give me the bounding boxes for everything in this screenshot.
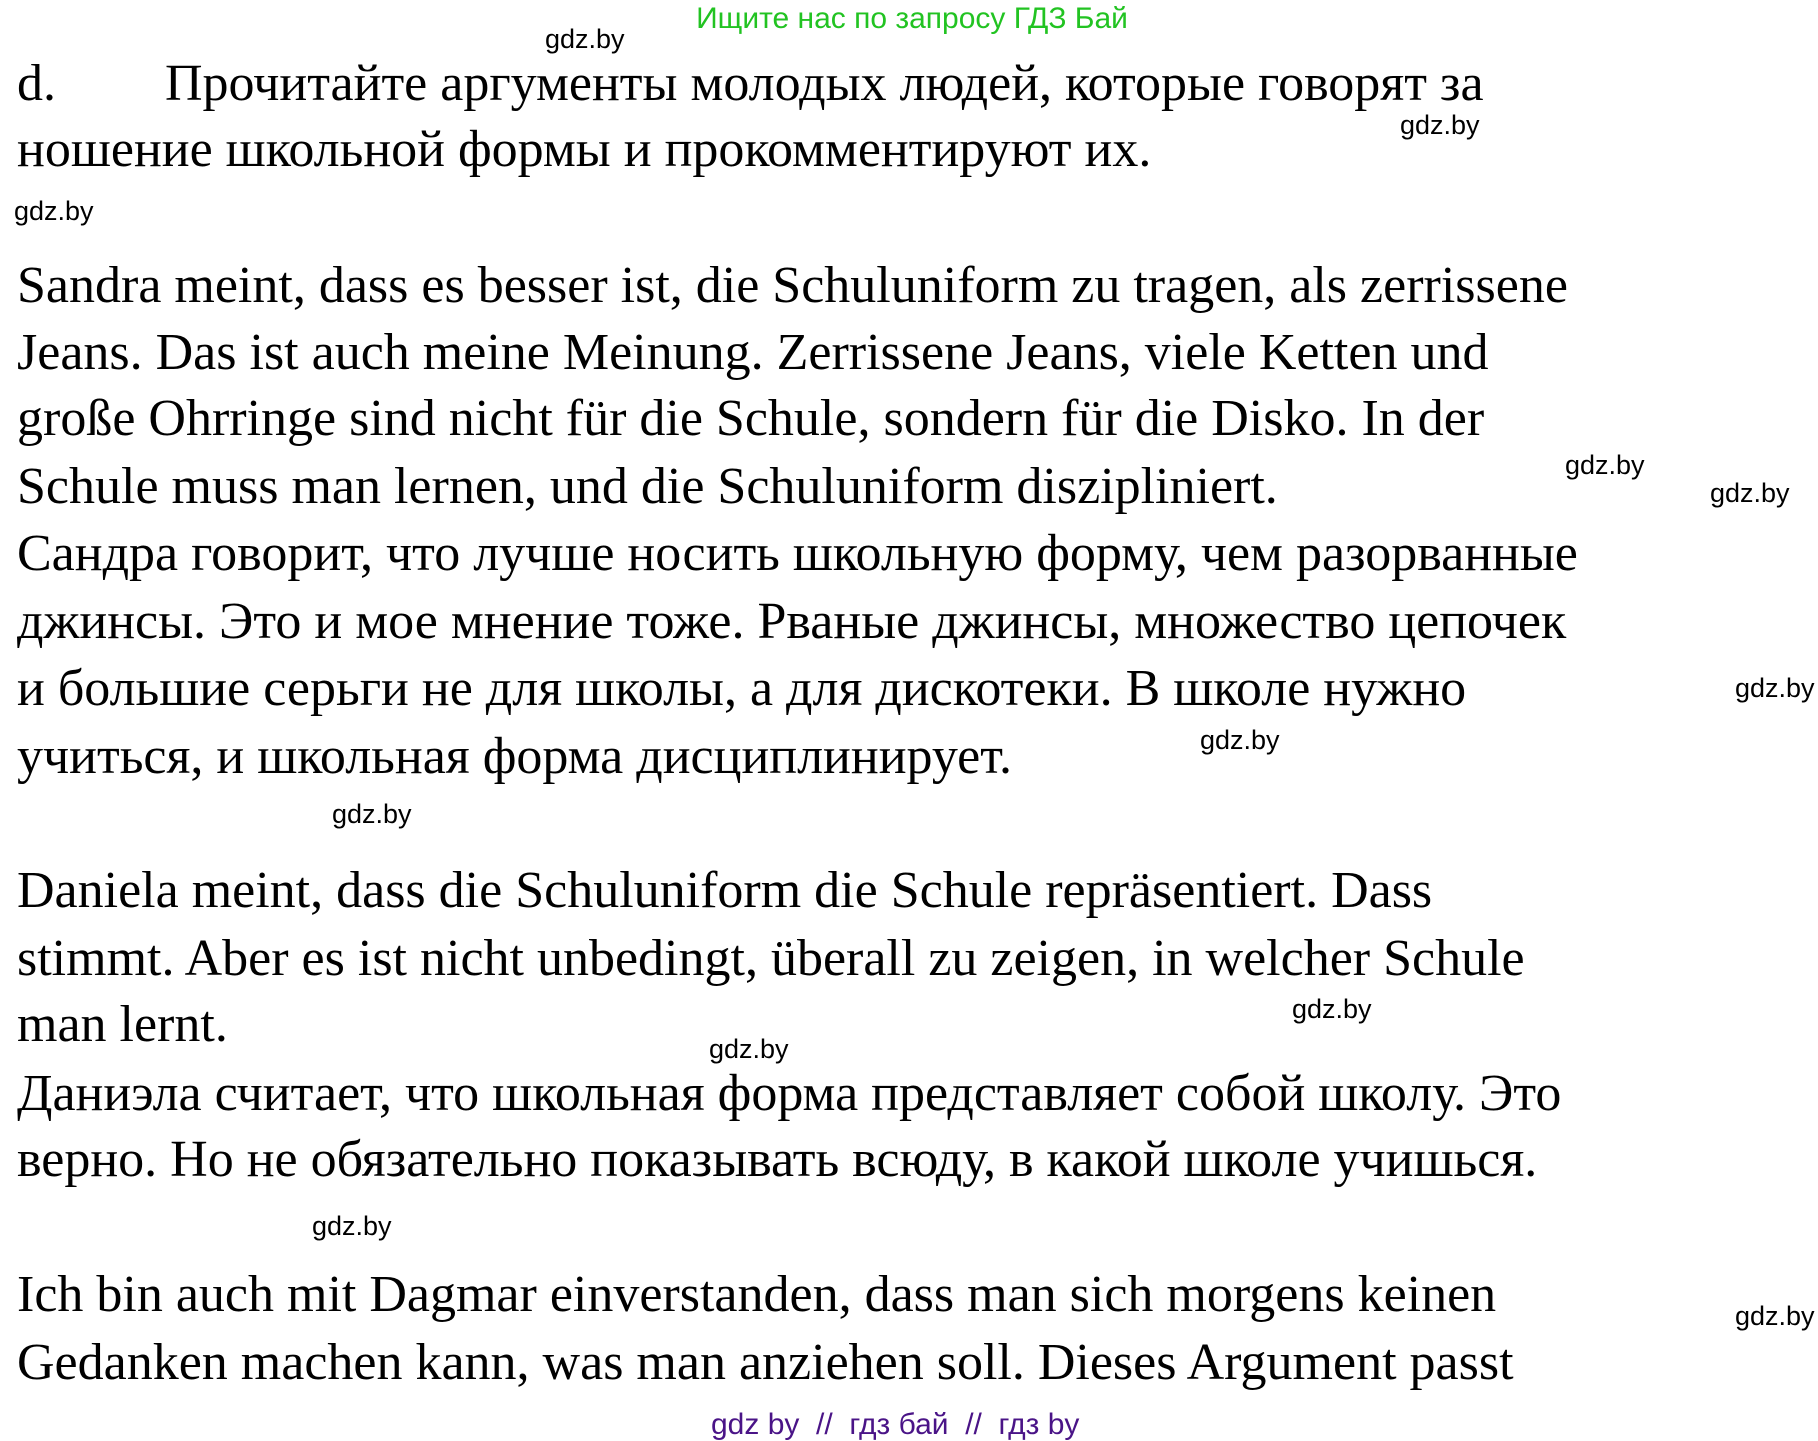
- text-line: учиться, и школьная форма дисциплинирует.: [17, 728, 1013, 785]
- watermark: gdz.by: [332, 799, 412, 829]
- text-line: Ich bin auch mit Dagmar einverstanden, dass man sich morgens keinen: [17, 1266, 1497, 1323]
- text-line: верно. Но не обязательно показывать всюду, в какой школе учишься.: [17, 1131, 1538, 1188]
- footer-watermark: gdz by // гдз бай // гдз by: [711, 1408, 1080, 1441]
- watermark: gdz.by: [1292, 994, 1372, 1024]
- text-line: Gedanken machen kann, was man anziehen soll. Dieses Argument passt: [17, 1334, 1514, 1391]
- task-line: Прочитайте аргументы молодых людей, которые говорят за: [165, 55, 1484, 112]
- watermark: gdz.by: [1200, 725, 1280, 755]
- watermark: gdz.by: [312, 1211, 392, 1241]
- task-letter: d.: [17, 55, 56, 112]
- search-hint-banner: Ищите нас по запросу ГДЗ Бай: [696, 2, 1128, 35]
- watermark: gdz.by: [545, 24, 625, 54]
- text-line: Sandra meint, dass es besser ist, die Schuluniform zu tragen, als zerrissene: [17, 257, 1568, 314]
- watermark: gdz.by: [14, 196, 94, 226]
- watermark: gdz.by: [1735, 673, 1815, 703]
- task-line: ношение школьной формы и прокомментируют их.: [17, 121, 1152, 178]
- text-line: и большие серьги не для школы, а для дискотеки. В школе нужно: [17, 660, 1467, 717]
- watermark: gdz.by: [709, 1034, 789, 1064]
- watermark: gdz.by: [1565, 450, 1645, 480]
- text-line: Даниэла считает, что школьная форма представляет собой школу. Это: [17, 1065, 1562, 1122]
- watermark: gdz.by: [1710, 478, 1790, 508]
- text-line: große Ohrringe sind nicht für die Schule, sondern für die Disko. In der: [17, 390, 1485, 447]
- text-line: Daniela meint, dass die Schuluniform die Schule repräsentiert. Dass: [17, 862, 1433, 919]
- text-line: Schule muss man lernen, und die Schuluniform diszipliniert.: [17, 458, 1278, 515]
- text-line: man lernt.: [17, 996, 228, 1053]
- text-line: Jeans. Das ist auch meine Meinung. Zerrissene Jeans, viele Ketten und: [17, 324, 1489, 381]
- text-line: джинсы. Это и мое мнение тоже. Рваные джинсы, множество цепочек: [17, 593, 1567, 650]
- watermark: gdz.by: [1735, 1301, 1815, 1331]
- text-line: Сандра говорит, что лучше носить школьную форму, чем разорванные: [17, 525, 1578, 582]
- watermark: gdz.by: [1400, 110, 1480, 140]
- text-line: stimmt. Aber es ist nicht unbedingt, überall zu zeigen, in welcher Schule: [17, 930, 1525, 987]
